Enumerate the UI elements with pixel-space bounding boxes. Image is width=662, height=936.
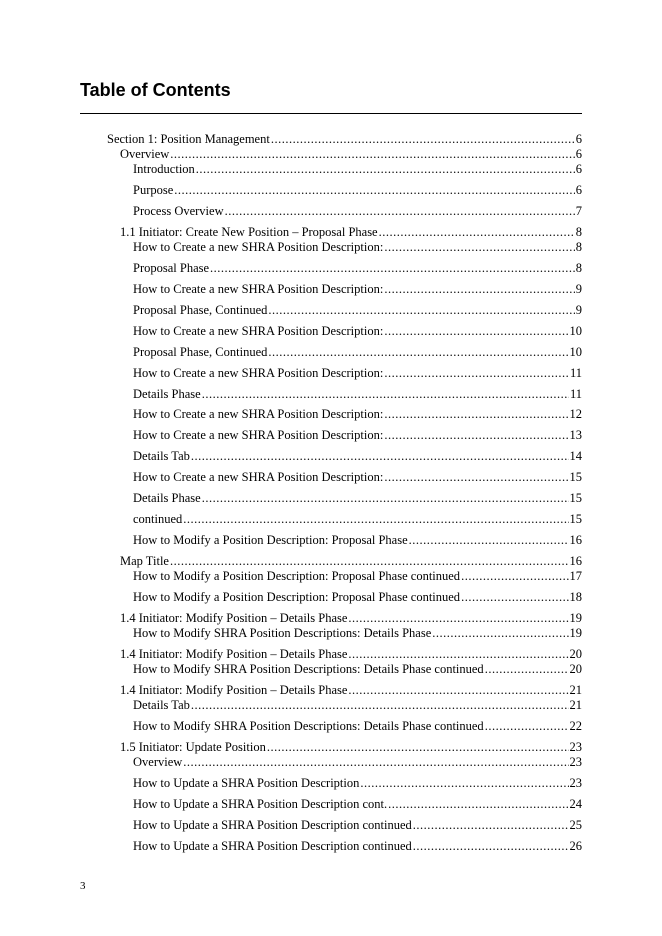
toc-entry-label: Section 1: Position Management: [107, 132, 270, 146]
toc-entry[interactable]: [133, 776, 582, 790]
toc-entry-page: 24: [569, 797, 582, 811]
toc-dot-leader: [485, 662, 569, 676]
toc-entry[interactable]: [133, 324, 582, 338]
toc-entry[interactable]: [133, 303, 582, 317]
toc-entry-label: How to Create a new SHRA Position Description:: [133, 324, 384, 338]
toc-entry[interactable]: [133, 839, 582, 853]
toc-entry-label: How to Modify SHRA Position Descriptions: Details Phase: [133, 626, 432, 640]
toc-dot-leader: [432, 626, 568, 640]
toc-dot-leader: [348, 611, 568, 625]
toc-entry-label: Overview: [133, 755, 183, 769]
toc-entry-label: Proposal Phase, Continued: [133, 303, 268, 317]
toc-entry-label: How to Update a SHRA Position Description continued: [133, 839, 412, 853]
toc-entry[interactable]: [133, 755, 582, 769]
toc-dot-leader: [384, 240, 574, 254]
toc-entry-page: 7: [575, 204, 582, 218]
toc-entry-label: How to Update a SHRA Position Description: [133, 776, 360, 790]
toc-dot-leader: [183, 512, 568, 526]
toc-entry-page: 20: [569, 647, 582, 661]
toc-entry-label: How to Create a new SHRA Position Description:: [133, 428, 384, 442]
page-number: 3: [80, 880, 86, 892]
toc-entry-page: 11: [569, 366, 582, 380]
toc-entry-label: How to Modify a Position Description: Proposal Phase: [133, 533, 408, 547]
toc-entry-label: How to Create a new SHRA Position Description:: [133, 470, 384, 484]
toc-entry-label: Overview: [120, 147, 170, 161]
toc-entry[interactable]: [133, 662, 582, 676]
toc-entry-label: How to Create a new SHRA Position Description:: [133, 366, 384, 380]
toc-dot-leader: [388, 797, 568, 811]
toc-entry[interactable]: [133, 797, 582, 811]
toc-dot-leader: [202, 387, 569, 401]
toc-entry[interactable]: [120, 225, 582, 239]
toc-entry-page: 19: [569, 626, 582, 640]
toc-entry-page: 6: [575, 162, 582, 176]
toc-entry-label: Map Title: [120, 554, 169, 568]
toc-entry[interactable]: [133, 204, 582, 218]
toc-dot-leader: [170, 147, 574, 161]
page-title: Table of Contents: [80, 80, 231, 100]
toc-dot-leader: [202, 491, 569, 505]
toc-entry[interactable]: [133, 449, 582, 463]
toc-entry[interactable]: [120, 554, 582, 568]
toc-dot-leader: [485, 719, 569, 733]
toc-entry-label: 1.1 Initiator: Create New Position – Proposal Phase: [120, 225, 378, 239]
toc-entry-label: 1.4 Initiator: Modify Position – Details Phase: [120, 683, 348, 697]
toc-dot-leader: [384, 470, 568, 484]
toc-entry[interactable]: [120, 611, 582, 625]
toc-entry-page: 9: [575, 303, 582, 317]
toc-entry-label: How to Update a SHRA Position Description cont.: [133, 797, 388, 811]
toc-dot-leader: [384, 428, 568, 442]
toc-entry-label: continued: [133, 512, 183, 526]
toc-entry-label: Details Tab: [133, 449, 190, 463]
toc-dot-leader: [191, 698, 569, 712]
toc-dot-leader: [174, 183, 574, 197]
toc-dot-leader: [413, 818, 569, 832]
toc-entry-page: 10: [569, 324, 582, 338]
toc-entry[interactable]: [133, 626, 582, 640]
toc-entry[interactable]: [133, 162, 582, 176]
toc-entry[interactable]: [120, 740, 582, 754]
toc-dot-leader: [268, 303, 574, 317]
toc-dot-leader: [225, 204, 575, 218]
toc-entry-label: Purpose: [133, 183, 174, 197]
toc-entry-page: 17: [569, 569, 582, 583]
toc-dot-leader: [461, 590, 568, 604]
toc-entry[interactable]: [133, 387, 582, 401]
toc-entry[interactable]: [120, 147, 582, 161]
toc-entry-page: 23: [569, 740, 582, 754]
toc-entry-page: 16: [569, 533, 582, 547]
toc-dot-leader: [348, 647, 568, 661]
toc-entry-page: 6: [575, 183, 582, 197]
toc-entry[interactable]: [133, 590, 582, 604]
toc-entry-label: Proposal Phase: [133, 261, 210, 275]
toc-entry-label: How to Update a SHRA Position Description continued: [133, 818, 412, 832]
toc-entry[interactable]: [133, 407, 582, 421]
toc-entry-page: 8: [575, 240, 582, 254]
toc-entry-page: 10: [569, 345, 582, 359]
toc-entry[interactable]: [133, 261, 582, 275]
toc-entry-page: 19: [569, 611, 582, 625]
title-divider: [80, 113, 582, 114]
toc-entry[interactable]: [133, 428, 582, 442]
toc-dot-leader: [409, 533, 569, 547]
toc-entry[interactable]: [133, 719, 582, 733]
toc-entry-label: 1.5 Initiator: Update Position: [120, 740, 266, 754]
toc-entry-label: 1.4 Initiator: Modify Position – Details Phase: [120, 611, 348, 625]
toc-entry[interactable]: [120, 647, 582, 661]
toc-entry-page: 9: [575, 282, 582, 296]
toc-entry-page: 8: [575, 261, 582, 275]
toc-entry-page: 15: [569, 512, 582, 526]
toc-entry-page: 6: [575, 132, 582, 146]
toc-entry-page: 11: [569, 387, 582, 401]
toc-entry-page: 21: [569, 698, 582, 712]
toc-entry[interactable]: [133, 512, 582, 526]
toc-entry-label: Details Phase: [133, 387, 201, 401]
toc-entry[interactable]: [133, 698, 582, 712]
toc-entry-page: 15: [569, 470, 582, 484]
toc-entry-label: How to Modify SHRA Position Descriptions: Details Phase continued: [133, 719, 484, 733]
toc-entry[interactable]: [107, 132, 582, 146]
toc-entry-page: 21: [569, 683, 582, 697]
toc-entry-page: 18: [569, 590, 582, 604]
toc-dot-leader: [413, 839, 569, 853]
toc-dot-leader: [384, 366, 569, 380]
toc-entry-page: 23: [569, 776, 582, 790]
toc-dot-leader: [268, 345, 568, 359]
toc-dot-leader: [384, 324, 568, 338]
toc-entry-label: How to Create a new SHRA Position Description:: [133, 407, 384, 421]
toc-entry[interactable]: [133, 183, 582, 197]
toc-entry[interactable]: [133, 569, 582, 583]
toc-dot-leader: [461, 569, 568, 583]
toc-entry-label: Details Phase: [133, 491, 201, 505]
toc-entry-page: 26: [569, 839, 582, 853]
toc-entry-page: 8: [575, 225, 582, 239]
toc-dot-leader: [183, 755, 568, 769]
toc-entry-label: How to Modify a Position Description: Proposal Phase continued: [133, 590, 461, 604]
toc-entry-label: How to Modify SHRA Position Descriptions: Details Phase continued: [133, 662, 484, 676]
toc-entry-label: How to Create a new SHRA Position Description:: [133, 282, 384, 296]
toc-dot-leader: [196, 162, 575, 176]
toc-entry-page: 23: [569, 755, 582, 769]
toc-entry[interactable]: [133, 345, 582, 359]
toc-dot-leader: [267, 740, 569, 754]
toc-entry[interactable]: [133, 240, 582, 254]
toc-entry-page: 16: [569, 554, 582, 568]
toc-entry-page: 13: [569, 428, 582, 442]
toc-entry-label: Proposal Phase, Continued: [133, 345, 268, 359]
toc-entry[interactable]: [133, 470, 582, 484]
toc-entry-page: 12: [569, 407, 582, 421]
toc-entry-page: 15: [569, 491, 582, 505]
toc-entry[interactable]: [133, 491, 582, 505]
toc-dot-leader: [191, 449, 569, 463]
toc-dot-leader: [348, 683, 568, 697]
toc-dot-leader: [384, 407, 568, 421]
toc-entry[interactable]: [133, 282, 582, 296]
toc-dot-leader: [384, 282, 574, 296]
toc-entry[interactable]: [133, 818, 582, 832]
toc-dot-leader: [210, 261, 575, 275]
toc-entry-label: Details Tab: [133, 698, 190, 712]
toc-entry-page: 25: [569, 818, 582, 832]
toc-entry-label: Introduction: [133, 162, 195, 176]
toc-entry-label: How to Create a new SHRA Position Description:: [133, 240, 384, 254]
toc-dot-leader: [360, 776, 568, 790]
toc-entry[interactable]: [133, 533, 582, 547]
toc-entry-page: 22: [569, 719, 582, 733]
toc-entry-page: 6: [575, 147, 582, 161]
toc-dot-leader: [379, 225, 575, 239]
toc-entry-label: Process Overview: [133, 204, 224, 218]
toc-dot-leader: [271, 132, 575, 146]
toc-dot-leader: [170, 554, 569, 568]
toc-entry-page: 20: [569, 662, 582, 676]
toc-entry[interactable]: [133, 366, 582, 380]
toc-entry-label: 1.4 Initiator: Modify Position – Details Phase: [120, 647, 348, 661]
toc-entry[interactable]: [120, 683, 582, 697]
toc-entry-page: 14: [569, 449, 582, 463]
toc-entry-label: How to Modify a Position Description: Proposal Phase continued: [133, 569, 461, 583]
